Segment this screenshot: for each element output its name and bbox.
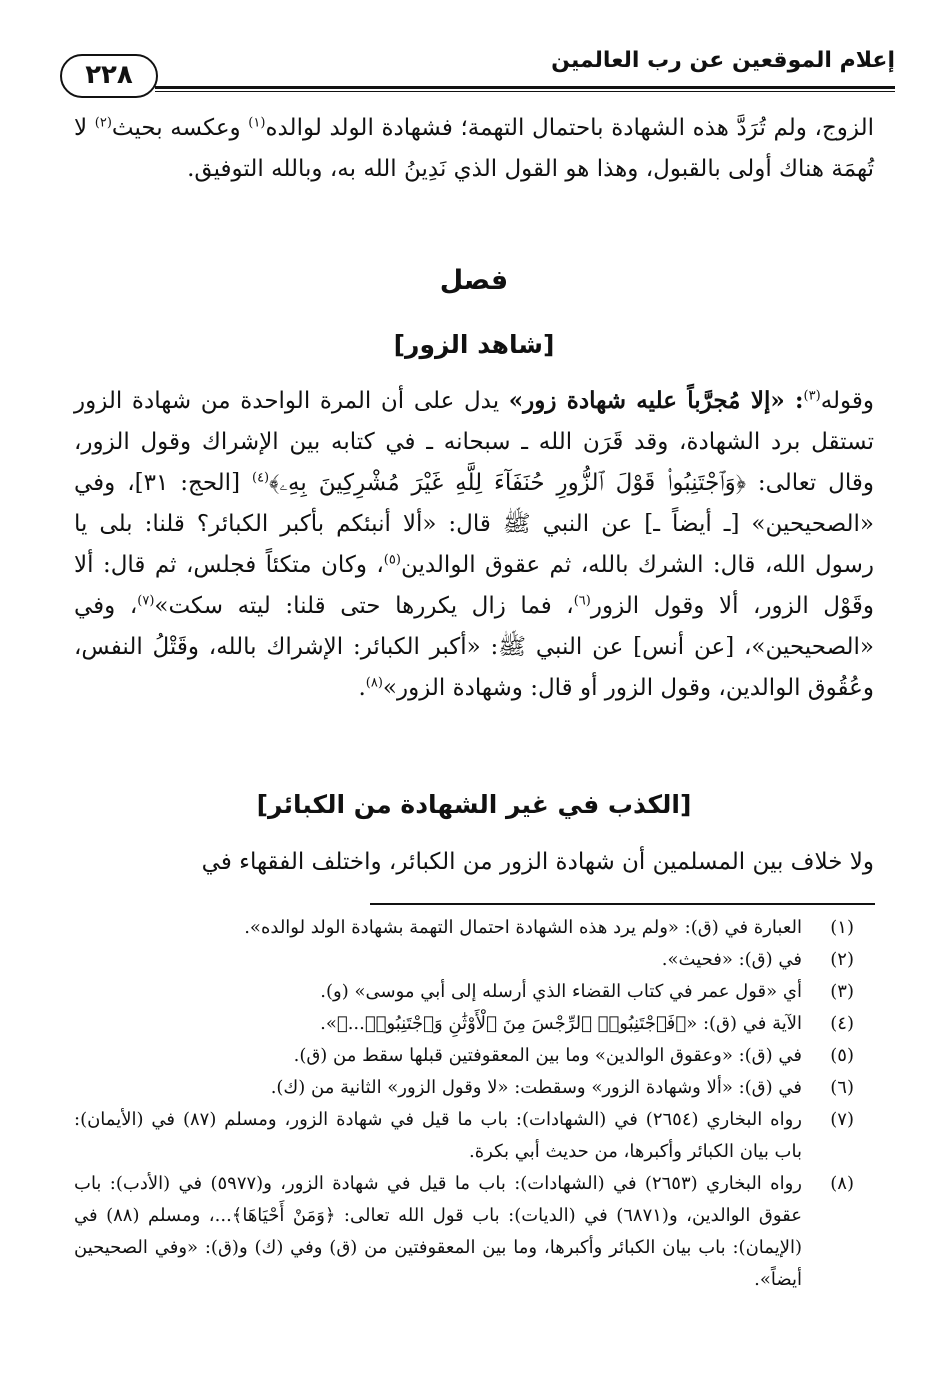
footnote-text: رواه البخاري (٢٦٥٣) في (الشهادات): باب ما قيل في شهادة الزور، و(٥٩٧٧) في (الأدب): باب عقوق الوالدين، و(٦٨٧١) في (الديات): باب قول الله تعالى: ﴿وَمَنْ أَحْيَاهَا﴾...، ومسلم (٨٨) في (الإيمان): باب بيان الكبائر وأكبرها، وما بين المعقوفتين من (ق) وفي (ك) و(ق): «وفي الصحيحين أيضاً». [74, 1173, 802, 1290]
footnote-number: (٢) [830, 949, 854, 970]
footnote-number: (٣) [830, 981, 854, 1002]
footnote-item [74, 976, 854, 1008]
header-rule [155, 86, 895, 89]
para-text-7: ، وفي «الصحيحين»، [عن أنس] عن النبي ﷺ: «أكبر الكبائر: الإشراك بالله، وقَتْلُ النفس، وعُقُوق الوالدين، وقول الزور أو قال: وشهادة الزور» [74, 593, 874, 701]
intro-text [74, 108, 874, 190]
footnote-marker-4: (٤) [251, 470, 270, 486]
footnote-item [74, 1072, 854, 1104]
para-text-6: ، فما زال يكررها حتى قلنا: ليته سكت» [154, 593, 574, 619]
running-title: إعلام الموقعين عن رب العالمين [551, 48, 895, 73]
footnotes [74, 912, 854, 1296]
footnote-item [74, 1104, 854, 1168]
footnote-number: (١) [830, 917, 854, 938]
footnote-item [74, 1168, 854, 1296]
section-subtitle: [شاهد الزور] [393, 330, 555, 359]
footnote-marker-7: (٧) [137, 593, 155, 609]
footnote-number: (٧) [830, 1109, 854, 1130]
footnote-marker-2: (٢) [94, 115, 112, 131]
main-text [74, 380, 874, 709]
footnote-item [74, 912, 854, 944]
footnote-item [74, 1040, 854, 1072]
footnote-number: (٦) [830, 1077, 854, 1098]
para-text-4: [الحج: ٣١]، وفي «الصحيحين» [ـ أيضاً ـ] عن النبي ﷺ قال: «ألا أنبئكم بأكبر الكبائر؟ قلنا: بلى يا رسول الله، قال: الشرك بالله، ثم عقوق الوالدين [74, 470, 874, 578]
footnote-item [74, 1008, 854, 1040]
para-text-5: ، وكان متكئاً فجلس، ثم قال: ألا وقَوْل الزور، ألا وقول الزور [74, 552, 874, 619]
footnote-text: في (ق): «فحيث». [661, 949, 802, 970]
intro-paragraph [74, 108, 874, 190]
intro-text-3: لا تُهمَة هناك أولى بالقبول، وهذا هو القول الذي نَدِينُ الله به، وبالله التوفيق. [74, 115, 874, 182]
page-header [60, 40, 895, 90]
footnote-text: العبارة في (ق): «ولم يرد هذه الشهادة احتمال التهمة بشهادة الولد لوالده». [244, 917, 802, 938]
section-title: فصل [439, 265, 509, 296]
footnote-number: (٤) [830, 1013, 854, 1034]
section2-text: ولا خلاف بين المسلمين أن شهادة الزور من الكبائر، واختلف الفقهاء في [201, 849, 874, 875]
footnote-number: (٨) [830, 1173, 854, 1194]
page-number: ٢٢٨ [60, 54, 158, 98]
footnote-text: في (ق): «وعقوق الوالدين» وما بين المعقوفتين قبلها سقط من (ق). [293, 1045, 802, 1066]
footnote-divider [370, 903, 875, 905]
quoted-hadith: : «إلا مُجرَّباً عليه شهادة زور» [508, 387, 804, 414]
footnote-marker-3: (٣) [803, 388, 821, 404]
footnote-text: الآية في (ق): «﴿فَٱجْتَنِبُوا۟ ٱلرِّجْسَ مِنَ ٱلْأَوْثَٰنِ وَٱجْتَنِبُوا۟...﴾». [320, 1013, 802, 1034]
main-paragraph [74, 380, 874, 709]
para-text-8: . [358, 675, 366, 701]
intro-text-1: الزوج، ولم تُرَدَّ هذه الشهادة باحتمال التهمة؛ فشهادة الولد لوالده [265, 115, 874, 141]
intro-text-2: وعكسه بحيث [111, 115, 249, 141]
footnote-marker-8: (٨) [365, 675, 383, 691]
footnote-number: (٥) [830, 1045, 854, 1066]
footnote-text: أي «قول عمر في كتاب القضاء الذي أرسله إلى أبي موسى» (و). [320, 981, 802, 1002]
footnote-marker-5: (٥) [383, 552, 401, 568]
para-text-3: يدل على أن المرة الواحدة من شهادة الزور تستقل برد الشهادة، وقد قَرَن الله ـ سبحانه ـ في كتابه بين الإشراك وقول الزور، وقال تعالى: ﴿وَٱجْتَنِبُوا۟ قَوْلَ ٱلزُّورِ حُنَفَآءَ لِلَّهِ غَيْرَ مُشْرِكِينَ بِهِۦ﴾ [74, 388, 875, 496]
section2-paragraph [74, 842, 874, 883]
footnote-text: في (ق): «ألا وشهادة الزور» وسقطت: «لا وقول الزور» الثانية من (ك). [270, 1077, 802, 1098]
footnote-text: رواه البخاري (٢٦٥٤) في (الشهادات): باب ما قيل في شهادة الزور، ومسلم (٨٧) في (الأيمان): باب بيان الكبائر وأكبرها، من حديث أبي بكرة. [74, 1109, 802, 1162]
para-text-1: وقوله [820, 388, 875, 414]
footnote-marker-1: (١) [248, 115, 266, 131]
footnote-marker-6: (٦) [573, 593, 591, 609]
header-rule-thin [155, 91, 895, 92]
section2-title: [الكذب في غير الشهادة من الكبائر] [256, 790, 692, 819]
footnote-item [74, 944, 854, 976]
